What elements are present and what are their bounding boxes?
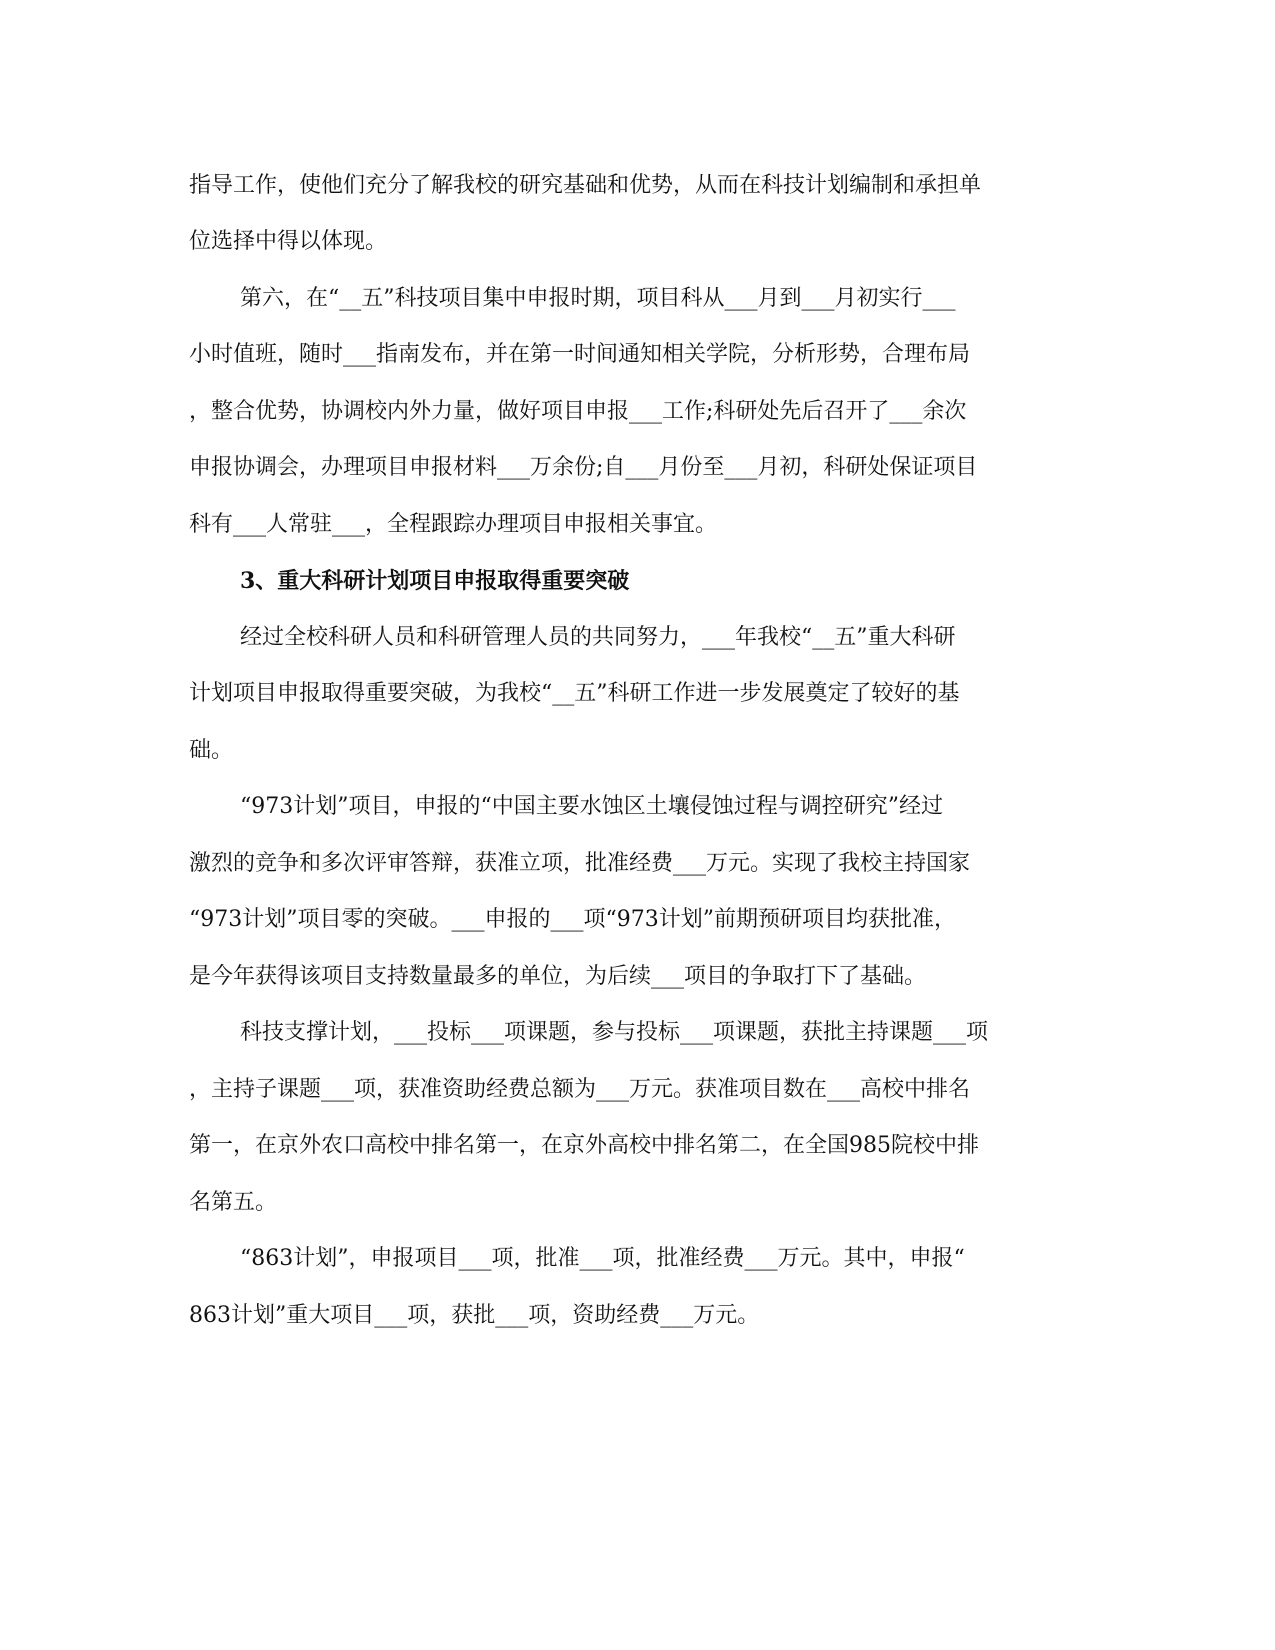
paragraph-line: 计划项目申报取得重要突破，为我校“__五”科研工作进一步发展奠定了较好的基 — [189, 681, 960, 706]
paragraph-line: 科有___人常驻___，全程跟踪办理项目申报相关事宜。 — [189, 512, 718, 537]
paragraph-line: 申报协调会，办理项目申报材料___万余份;自___月份至___月初，科研处保证项目 — [189, 455, 978, 480]
paragraph-line: 经过全校科研人员和科研管理人员的共同努力，___年我校“__五”重大科研 — [240, 625, 956, 650]
paragraph-line: 指导工作，使他们充分了解我校的研究基础和优势，从而在科技计划编制和承担单 — [189, 173, 982, 198]
paragraph-line: 863计划”重大项目___项，获批___项，资助经费___万元。 — [189, 1303, 760, 1328]
paragraph-line: ，整合优势，协调校内外力量，做好项目申报___工作;科研处先后召开了___余次 — [189, 399, 967, 424]
paragraph-line: 激烈的竞争和多次评审答辩，获准立项，批准经费___万元。实现了我校主持国家 — [189, 851, 971, 876]
paragraph-line: “973计划”项目，申报的“中国主要水蚀区土壤侵蚀过程与调控研究”经过 — [240, 794, 943, 819]
paragraph-line: 础。 — [189, 738, 234, 763]
paragraph-line: ，主持子课题___项，获准资助经费总额为___万元。获准项目数在___高校中排名 — [189, 1077, 971, 1102]
paragraph-line: 小时值班，随时___指南发布，并在第一时间通知相关学院，分析形势，合理布局 — [189, 342, 971, 367]
paragraph-line: “973计划”项目零的突破。___申报的___项“973计划”前期预研项目均获批准， — [189, 907, 956, 932]
paragraph-line: 第六，在“__五”科技项目集中申报时期，项目科从___月到___月初实行___ — [240, 286, 956, 311]
paragraph-line: “863计划”，申报项目___项，批准___项，批准经费___万元。其中，申报“ — [240, 1246, 965, 1271]
paragraph-line: 位选择中得以体现。 — [189, 229, 388, 254]
section-heading: 3、重大科研计划项目申报取得重要突破 — [240, 568, 630, 594]
paragraph-line: 名第五。 — [189, 1190, 278, 1215]
paragraph-line: 第一，在京外农口高校中排名第一，在京外高校中排名第二，在全国985院校中排 — [189, 1133, 979, 1158]
paragraph-line: 是今年获得该项目支持数量最多的单位，为后续___项目的争取打下了基础。 — [189, 964, 927, 989]
paragraph-line: 科技支撑计划，___投标___项课题，参与投标___项课题，获批主持课题___项 — [240, 1020, 989, 1045]
